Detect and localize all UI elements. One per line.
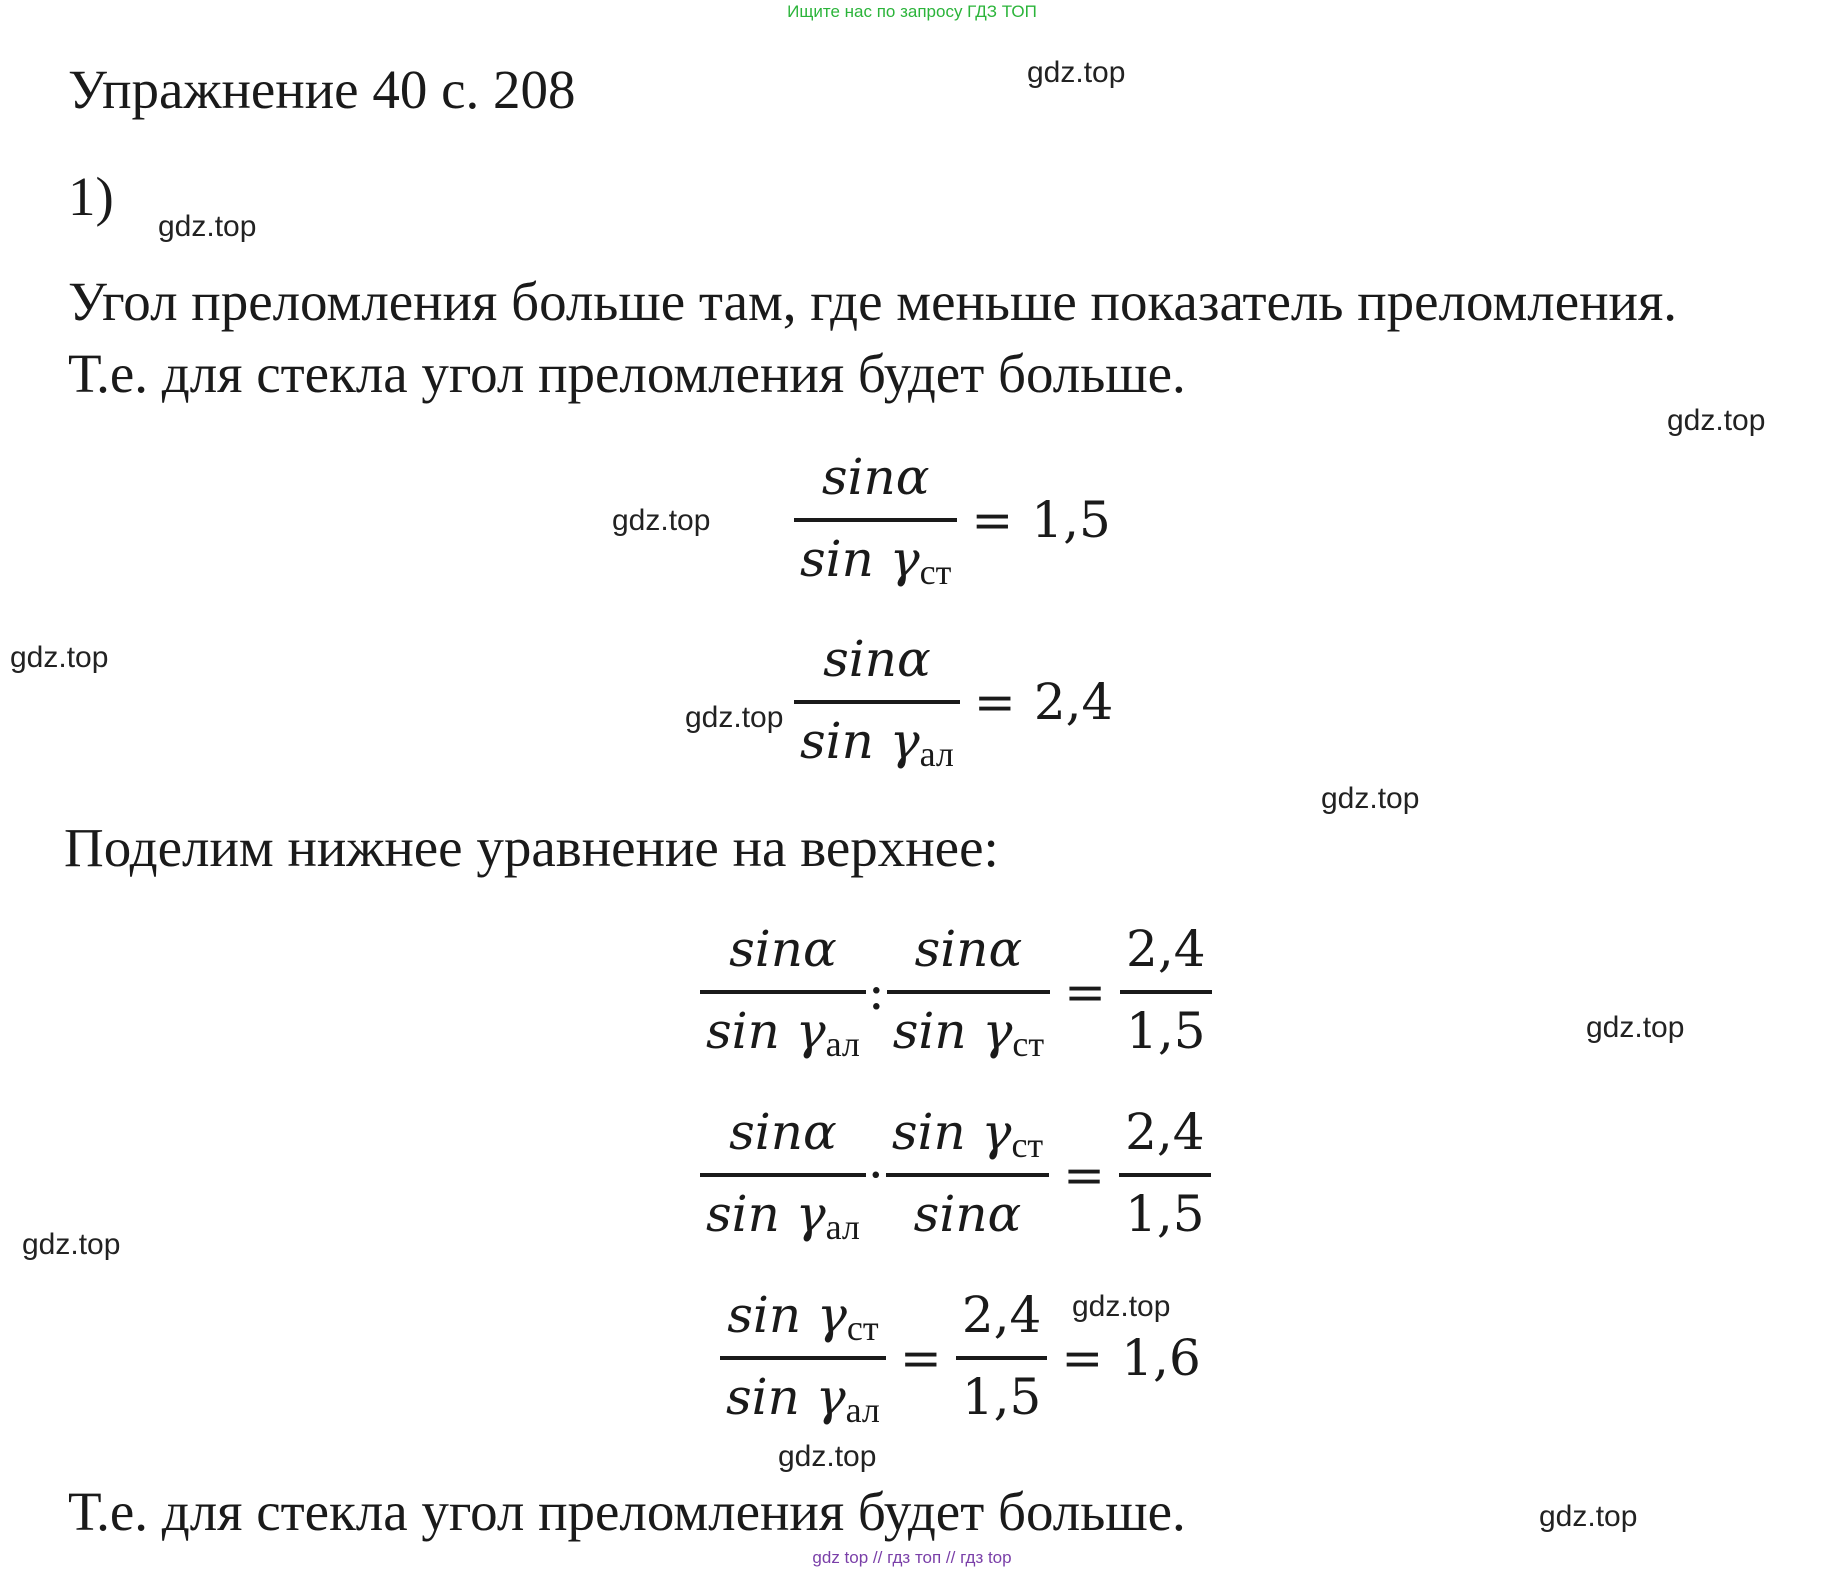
sin-gamma: sin γ [727, 1286, 847, 1344]
numerator: 2,4 [1125, 1103, 1205, 1161]
multiplication-sign: · [867, 1146, 884, 1204]
footer-watermark: gdz top // гдз топ // гдз top [812, 1548, 1012, 1567]
value: 1,5 [1031, 491, 1111, 549]
numerator [816, 440, 936, 518]
sin-gamma: sin γ [706, 1185, 826, 1243]
sin-gamma: sin γ [726, 1368, 846, 1426]
denominator: 1,5 [1126, 1002, 1206, 1060]
denominator [700, 994, 866, 1072]
watermark: gdz.top [1586, 1011, 1685, 1044]
equation-glass [794, 440, 1111, 600]
watermark: gdz.top [158, 210, 257, 243]
fraction [794, 440, 957, 600]
sin-gamma: sin γ [706, 1002, 826, 1060]
watermark: gdz.top [1539, 1500, 1638, 1533]
numerator [909, 912, 1029, 990]
denominator [794, 704, 960, 782]
fraction [700, 912, 866, 1072]
denominator [700, 1177, 866, 1255]
fraction [720, 1278, 886, 1438]
watermark: gdz.top [1072, 1290, 1171, 1323]
sin-gamma: sin γ [891, 1103, 1012, 1161]
equation-aluminium [794, 622, 1113, 782]
watermark: gdz.top [778, 1440, 877, 1473]
equals-sign: = [899, 1329, 942, 1387]
fraction [886, 1095, 1049, 1255]
subscript-aluminium: ал [845, 1390, 880, 1430]
watermark: gdz.top [1027, 56, 1126, 89]
denominator: 1,5 [1125, 1185, 1205, 1243]
subscript-glass: ст [919, 552, 952, 592]
numerator [723, 1095, 843, 1173]
subscript-aluminium: ал [919, 734, 954, 774]
subscript-aluminium: ал [825, 1207, 860, 1247]
sin-alpha: sinα [914, 920, 1023, 978]
watermark: gdz.top [1321, 782, 1420, 815]
sin-alpha: sinα [821, 448, 930, 506]
denominator [794, 522, 957, 600]
sin-alpha: sinα [729, 1103, 837, 1161]
sin-alpha: sinα [729, 920, 837, 978]
paragraph-line: Т.е. для стекла угол преломления будет больше. [68, 343, 1186, 404]
sin-gamma: sin γ [800, 530, 920, 588]
sin-alpha: sinα [823, 630, 931, 688]
equals-sign: = [1061, 1329, 1104, 1387]
numerator [817, 622, 937, 700]
result-value: 1,6 [1121, 1329, 1201, 1387]
equals-sign: = [1063, 1146, 1106, 1204]
fraction [956, 1278, 1048, 1438]
fraction [887, 912, 1050, 1072]
conclusion-text: Т.е. для стекла угол преломления будет больше. [68, 1481, 1186, 1542]
search-banner: Ищите нас по запросу ГДЗ ТОП [787, 2, 1037, 21]
equation-division [700, 912, 1212, 1072]
numerator [886, 1095, 1049, 1173]
fraction [1119, 1095, 1211, 1255]
value: 2,4 [1033, 673, 1114, 731]
denominator: 1,5 [961, 1368, 1042, 1426]
watermark: gdz.top [685, 701, 784, 734]
item-number: 1) [68, 166, 114, 227]
equation-result [720, 1278, 1201, 1438]
denominator [720, 1360, 886, 1438]
numerator [723, 912, 843, 990]
numerator: 2,4 [961, 1286, 1042, 1344]
subscript-glass: ст [1011, 1125, 1044, 1165]
subscript-aluminium: ал [825, 1024, 860, 1064]
equation-multiplication [700, 1095, 1211, 1255]
numerator: 2,4 [1126, 920, 1206, 978]
sin-gamma: sin γ [892, 1002, 1013, 1060]
watermark: gdz.top [10, 641, 109, 674]
paragraph-line: Поделим нижнее уравнение на верхнее: [64, 817, 999, 878]
numerator [721, 1278, 884, 1356]
fraction [700, 1095, 866, 1255]
watermark: gdz.top [1667, 404, 1766, 437]
fraction [1120, 912, 1212, 1072]
equals-sign: = [971, 491, 1014, 549]
watermark: gdz.top [612, 504, 711, 537]
equals-sign: = [973, 673, 1016, 731]
denominator [908, 1177, 1028, 1255]
sin-alpha: sinα [913, 1185, 1022, 1243]
division-sign: : [867, 963, 885, 1021]
denominator [887, 994, 1050, 1072]
watermark: gdz.top [22, 1228, 121, 1261]
equals-sign: = [1064, 963, 1107, 1021]
exercise-title: Упражнение 40 с. 208 [68, 59, 576, 120]
fraction [794, 622, 960, 782]
subscript-glass: ст [846, 1308, 879, 1348]
subscript-glass: ст [1012, 1024, 1045, 1064]
sin-gamma: sin γ [800, 712, 920, 770]
paragraph-line: Угол преломления больше там, где меньше показатель преломления. [68, 271, 1678, 332]
